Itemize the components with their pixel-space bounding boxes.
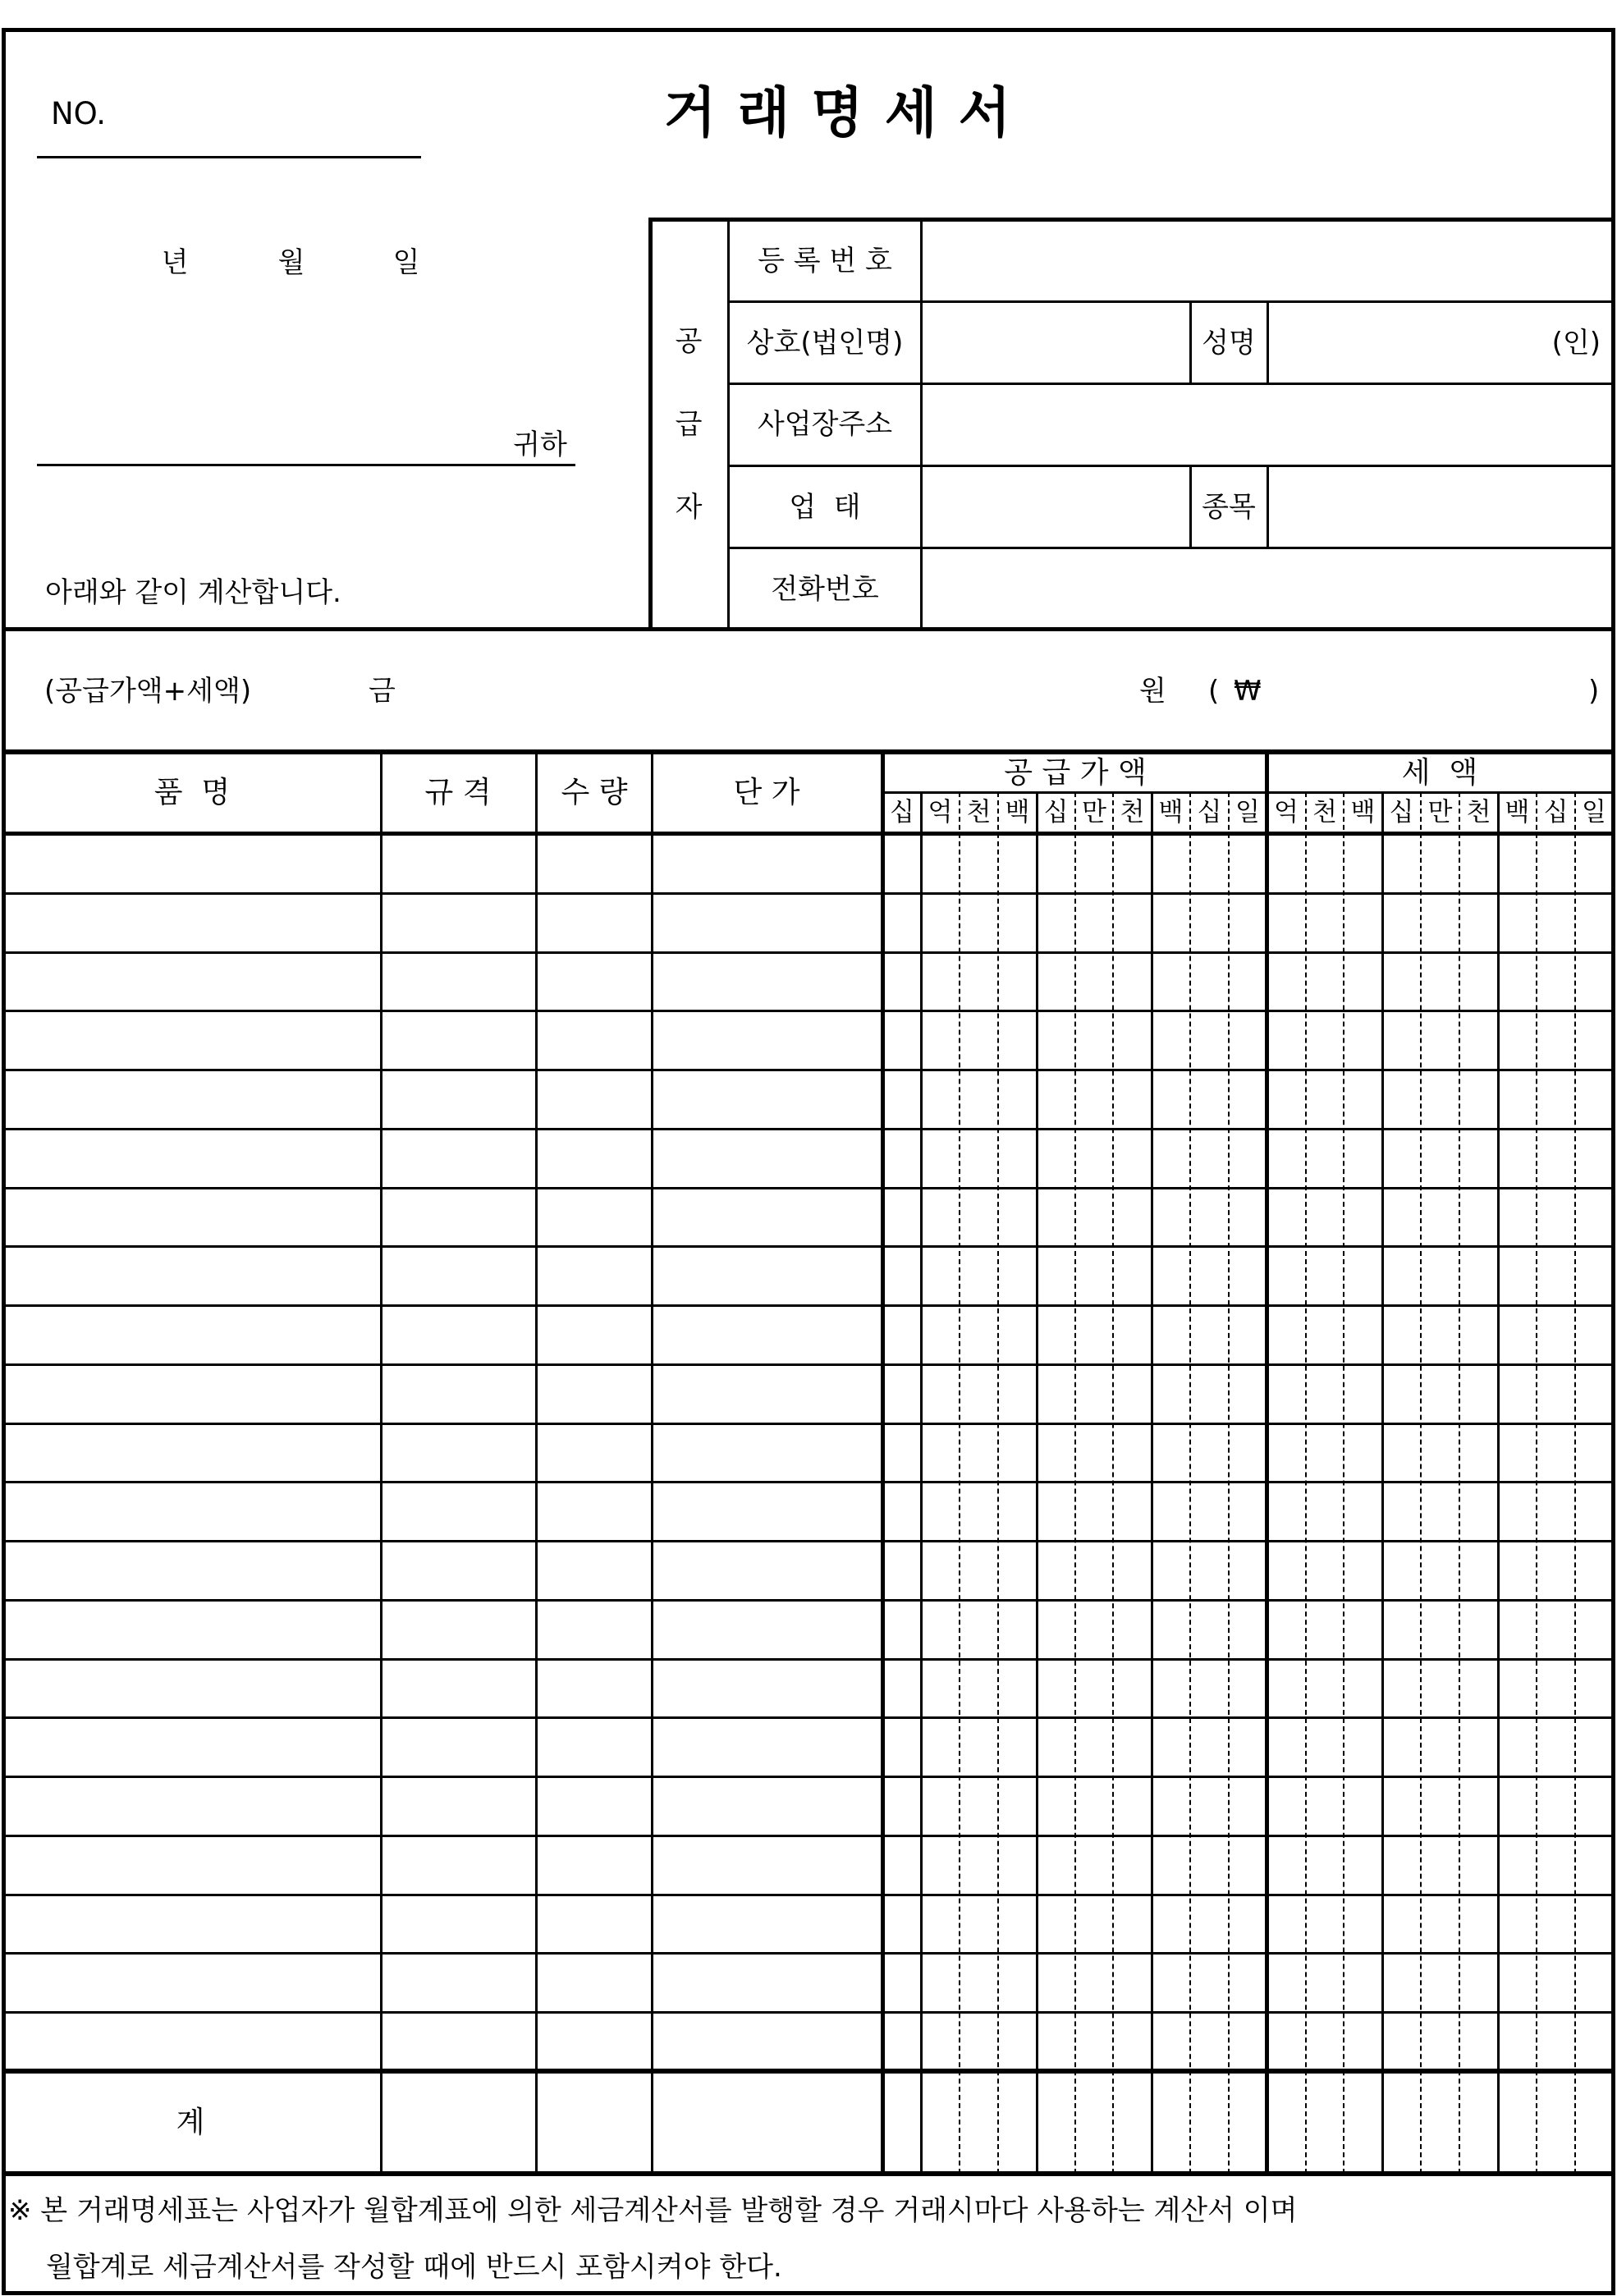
supplier-field-divider <box>920 220 923 629</box>
item-name-input[interactable] <box>10 1958 379 2009</box>
spec-input[interactable] <box>387 1369 534 1420</box>
name-col-left <box>1189 302 1192 384</box>
spec-input[interactable] <box>387 1840 534 1891</box>
business-item-label: 종목 <box>1202 491 1256 524</box>
header-quantity: 수 량 <box>561 776 628 809</box>
date-day-label: 일 <box>392 246 420 279</box>
quantity-input[interactable] <box>543 1900 649 1950</box>
spec-input[interactable] <box>387 1781 534 1832</box>
item-name-input[interactable] <box>10 1605 379 1656</box>
supplier-row-line-4 <box>728 547 1613 549</box>
representative-label: 성명 <box>1202 327 1256 360</box>
number-input[interactable] <box>115 97 422 135</box>
number-label: NO. <box>51 96 107 131</box>
header-tax-amount: 세 액 <box>1401 756 1478 790</box>
unit-price-input[interactable] <box>658 1369 878 1420</box>
items-table-top <box>2 749 1615 754</box>
won-currency-icon: ₩ <box>1234 675 1262 708</box>
amount-paren-open: ( <box>1208 675 1220 708</box>
quantity-input[interactable] <box>543 1605 649 1656</box>
quantity-input[interactable] <box>543 898 649 949</box>
item-row-line <box>2 892 1615 895</box>
supply-amount-input[interactable] <box>888 1134 1264 1185</box>
supply-amount-input[interactable] <box>888 957 1264 1008</box>
supply-amount-input[interactable] <box>888 1487 1264 1538</box>
quantity-input[interactable] <box>543 1958 649 2009</box>
registration-number-input[interactable] <box>928 238 1608 286</box>
quantity-input[interactable] <box>543 1015 649 1066</box>
item-name-input[interactable] <box>10 1546 379 1597</box>
col-divider-supply-tax <box>1265 752 1269 2174</box>
tax-amount-input[interactable] <box>1272 1546 1610 1597</box>
outer-border-bottom <box>2 2291 1615 2295</box>
item-name-input[interactable] <box>10 839 379 890</box>
phone-input[interactable] <box>928 566 1608 614</box>
unit-price-input[interactable] <box>658 1015 878 1066</box>
total-supply-input[interactable] <box>888 2081 1264 2168</box>
item-row-line <box>2 1423 1615 1425</box>
unit-price-input[interactable] <box>658 1134 878 1185</box>
date-year-input[interactable] <box>74 246 163 282</box>
item-row-line <box>2 1245 1615 1248</box>
tax-amount-input[interactable] <box>1272 1840 1610 1891</box>
item-name-input[interactable] <box>10 1722 379 1773</box>
supply-digit-label: 억 <box>928 797 953 827</box>
spec-input[interactable] <box>387 1487 534 1538</box>
registration-number-label: 등 록 번 호 <box>758 245 892 277</box>
unit-price-input[interactable] <box>658 1487 878 1538</box>
tax-amount-input[interactable] <box>1272 957 1610 1008</box>
item-row-line <box>2 1599 1615 1602</box>
quantity-input[interactable] <box>543 1310 649 1361</box>
tax-amount-input[interactable] <box>1272 1664 1610 1715</box>
outer-border-top <box>2 28 1615 32</box>
quantity-input[interactable] <box>543 1664 649 1715</box>
item-name-input[interactable] <box>10 2017 379 2068</box>
supply-amount-input[interactable] <box>888 1664 1264 1715</box>
supply-digit-label: 십 <box>890 797 914 827</box>
total-qty-input[interactable] <box>543 2081 649 2168</box>
outer-border-right <box>1611 28 1615 2295</box>
spec-input[interactable] <box>387 1310 534 1361</box>
supply-digit-label: 천 <box>1120 797 1145 827</box>
spec-input[interactable] <box>387 1075 534 1125</box>
item-name-input[interactable] <box>10 1487 379 1538</box>
col-divider-spec-qty <box>535 752 538 2174</box>
item-name-input[interactable] <box>10 1840 379 1891</box>
business-type-label: 업 태 <box>789 491 861 524</box>
tax-amount-input[interactable] <box>1272 1369 1610 1420</box>
item-name-input[interactable] <box>10 1193 379 1244</box>
item-row-line <box>2 1776 1615 1778</box>
unit-price-input[interactable] <box>658 839 878 890</box>
tax-amount-input[interactable] <box>1272 1487 1610 1538</box>
col-divider-qty-price <box>651 752 653 2174</box>
spec-input[interactable] <box>387 898 534 949</box>
business-type-input[interactable] <box>928 484 1187 532</box>
quantity-input[interactable] <box>543 1369 649 1420</box>
representative-input[interactable] <box>1274 320 1523 368</box>
item-name-input[interactable] <box>10 1075 379 1125</box>
item-row-line <box>2 1481 1615 1483</box>
item-col-right <box>1267 465 1269 548</box>
item-row-line <box>2 1363 1615 1366</box>
tax-amount-input[interactable] <box>1272 1958 1610 2009</box>
spec-input[interactable] <box>387 1605 534 1656</box>
date-month-label: 월 <box>277 246 305 279</box>
quantity-input[interactable] <box>543 1722 649 1773</box>
digit-header-divider <box>882 791 1613 794</box>
item-row-line <box>2 1658 1615 1661</box>
tax-digit-label: 억 <box>1274 797 1299 827</box>
unit-price-input[interactable] <box>658 1840 878 1891</box>
page-title: 거래명세서 <box>663 81 1033 144</box>
unit-price-input[interactable] <box>658 898 878 949</box>
unit-price-input[interactable] <box>658 1546 878 1597</box>
unit-price-input[interactable] <box>658 1251 878 1302</box>
tax-amount-input[interactable] <box>1272 1134 1610 1185</box>
date-day-input[interactable] <box>312 246 389 282</box>
tax-digit-label: 천 <box>1466 797 1491 827</box>
spec-input[interactable] <box>387 1546 534 1597</box>
supply-amount-input[interactable] <box>888 1369 1264 1420</box>
total-price-input[interactable] <box>658 2081 878 2168</box>
supply-digit-label: 백 <box>1005 797 1030 827</box>
spec-input[interactable] <box>387 1722 534 1773</box>
spec-input[interactable] <box>387 1134 534 1185</box>
supply-digit-label: 백 <box>1158 797 1184 827</box>
header-item-name: 품 명 <box>153 776 231 809</box>
spec-input[interactable] <box>387 1193 534 1244</box>
tax-digit-label: 백 <box>1505 797 1530 827</box>
tax-amount-input[interactable] <box>1272 1605 1610 1656</box>
intro-text: 아래와 같이 계산합니다. <box>45 576 341 609</box>
supply-amount-input[interactable] <box>888 1428 1264 1479</box>
supply-amount-input[interactable] <box>888 1900 1264 1950</box>
item-name-input[interactable] <box>10 1369 379 1420</box>
items-header-bottom <box>2 832 1615 836</box>
supplier-label-char-2: 급 <box>675 408 703 441</box>
quantity-input[interactable] <box>543 1546 649 1597</box>
col-divider-item-spec <box>380 752 382 2174</box>
supplier-row-line-1 <box>728 300 1613 303</box>
quantity-input[interactable] <box>543 1193 649 1244</box>
supply-amount-input[interactable] <box>888 1193 1264 1244</box>
phone-label: 전화번호 <box>771 573 879 606</box>
tax-amount-input[interactable] <box>1272 1075 1610 1125</box>
supply-digit-label: 십 <box>1043 797 1069 827</box>
amount-korean-input[interactable] <box>410 671 1136 714</box>
recipient-underline <box>37 464 575 466</box>
spec-input[interactable] <box>387 1428 534 1479</box>
seal-label: (인) <box>1551 327 1601 360</box>
item-name-input[interactable] <box>10 1900 379 1950</box>
supply-amount-input[interactable] <box>888 1605 1264 1656</box>
supply-digit-label: 만 <box>1082 797 1106 827</box>
spec-input[interactable] <box>387 957 534 1008</box>
unit-price-input[interactable] <box>658 1958 878 2009</box>
supply-amount-input[interactable] <box>888 839 1264 890</box>
quantity-input[interactable] <box>543 1075 649 1125</box>
item-row-line <box>2 1304 1615 1307</box>
tax-digit-label: 천 <box>1312 797 1337 827</box>
unit-price-input[interactable] <box>658 1605 878 1656</box>
outer-border-left <box>2 28 6 2295</box>
unit-price-input[interactable] <box>658 1428 878 1479</box>
tax-digit-label: 십 <box>1389 797 1414 827</box>
supply-amount-input[interactable] <box>888 1015 1264 1066</box>
tax-amount-input[interactable] <box>1272 898 1610 949</box>
header-unit-price: 단 가 <box>733 776 800 809</box>
quantity-input[interactable] <box>543 1428 649 1479</box>
spec-input[interactable] <box>387 1958 534 2009</box>
quantity-input[interactable] <box>543 1251 649 1302</box>
supplier-row-line-3 <box>728 465 1613 467</box>
tax-amount-input[interactable] <box>1272 1251 1610 1302</box>
recipient-input[interactable] <box>41 425 504 463</box>
item-row-line <box>2 1716 1615 1719</box>
item-row-line <box>2 1835 1615 1837</box>
amount-paren-close: ) <box>1588 675 1600 708</box>
spec-input[interactable] <box>387 1251 534 1302</box>
item-row-line <box>2 2011 1615 2014</box>
supplier-label-char-1: 공 <box>675 325 703 358</box>
item-row-line <box>2 1952 1615 1955</box>
company-name-label: 상호(법인명) <box>746 327 904 360</box>
total-row-label: 계 <box>176 2106 205 2139</box>
unit-price-input[interactable] <box>658 1900 878 1950</box>
item-row-line <box>2 1894 1615 1896</box>
spec-input[interactable] <box>387 1015 534 1066</box>
unit-price-input[interactable] <box>658 1193 878 1244</box>
item-row-line <box>2 1010 1615 1012</box>
unit-price-input[interactable] <box>658 1664 878 1715</box>
address-input[interactable] <box>928 401 1608 449</box>
tax-amount-input[interactable] <box>1272 1193 1610 1244</box>
quantity-input[interactable] <box>543 1781 649 1832</box>
spec-input[interactable] <box>387 2017 534 2068</box>
amount-numeric-input[interactable] <box>1268 671 1592 714</box>
quantity-input[interactable] <box>543 1840 649 1891</box>
spec-input[interactable] <box>387 839 534 890</box>
item-row-line <box>2 1540 1615 1542</box>
quantity-input[interactable] <box>543 1487 649 1538</box>
unit-price-input[interactable] <box>658 1722 878 1773</box>
supply-amount-input[interactable] <box>888 1075 1264 1125</box>
item-name-input[interactable] <box>10 1134 379 1185</box>
name-col-right <box>1267 302 1269 384</box>
unit-price-input[interactable] <box>658 1781 878 1832</box>
tax-amount-input[interactable] <box>1272 2017 1610 2068</box>
quantity-input[interactable] <box>543 957 649 1008</box>
supply-digit-label: 천 <box>966 797 992 827</box>
supply-amount-input[interactable] <box>888 1310 1264 1361</box>
item-name-input[interactable] <box>10 1015 379 1066</box>
supply-amount-input[interactable] <box>888 1958 1264 2009</box>
header-supply-amount: 공 급 가 액 <box>1004 756 1147 790</box>
supplier-label-char-3: 자 <box>675 491 703 524</box>
tax-amount-input[interactable] <box>1272 1428 1610 1479</box>
item-name-input[interactable] <box>10 1428 379 1479</box>
recipient-suffix: 귀하 <box>513 428 567 461</box>
item-name-input[interactable] <box>10 957 379 1008</box>
supplier-table-left <box>648 218 653 630</box>
tax-amount-input[interactable] <box>1272 839 1610 890</box>
footer-note-line-1: ※ 본 거래명세표는 사업자가 월합계표에 의한 세금계산서를 발행할 경우 거래시마다 사용하는 계산서 이며 <box>8 2194 1298 2227</box>
item-name-input[interactable] <box>10 898 379 949</box>
supplier-row-line-2 <box>728 383 1613 385</box>
supply-amount-input[interactable] <box>888 2017 1264 2068</box>
tax-digit-label: 십 <box>1543 797 1569 827</box>
supply-digit-label: 십 <box>1197 797 1222 827</box>
supplier-table-top <box>648 218 1615 222</box>
total-tax-input[interactable] <box>1272 2081 1610 2168</box>
date-month-input[interactable] <box>197 246 274 282</box>
tax-amount-input[interactable] <box>1272 1310 1610 1361</box>
col-divider-price-supply <box>881 752 885 2174</box>
supplier-label-divider <box>727 220 730 629</box>
item-name-input[interactable] <box>10 1664 379 1715</box>
unit-price-input[interactable] <box>658 1075 878 1125</box>
unit-price-input[interactable] <box>658 957 878 1008</box>
footer-note-line-2: 월합계로 세금계산서를 작성할 때에 반드시 포함시켜야 한다. <box>46 2251 782 2284</box>
item-row-line <box>2 1069 1615 1071</box>
item-row-line <box>2 1187 1615 1189</box>
supply-amount-input[interactable] <box>888 1546 1264 1597</box>
tax-amount-input[interactable] <box>1272 1900 1610 1950</box>
header-spec: 규 격 <box>424 776 492 809</box>
item-row-line <box>2 951 1615 954</box>
total-row-top <box>2 2069 1615 2074</box>
amount-section-top <box>2 627 1615 631</box>
quantity-input[interactable] <box>543 1134 649 1185</box>
supply-amount-input[interactable] <box>888 1251 1264 1302</box>
spec-input[interactable] <box>387 1900 534 1950</box>
amount-label: (공급가액+세액) <box>44 675 252 708</box>
unit-price-input[interactable] <box>658 1310 878 1361</box>
business-item-input[interactable] <box>1274 484 1610 532</box>
tax-digit-label: 일 <box>1582 797 1606 827</box>
item-name-input[interactable] <box>10 1310 379 1361</box>
tax-amount-input[interactable] <box>1272 1015 1610 1066</box>
supply-digit-label: 일 <box>1235 797 1260 827</box>
supply-amount-input[interactable] <box>888 1722 1264 1773</box>
company-name-input[interactable] <box>928 320 1187 368</box>
date-year-label: 년 <box>161 246 189 279</box>
number-underline <box>37 156 421 158</box>
item-row-line <box>2 1128 1615 1130</box>
amount-prefix: 금 <box>369 675 396 708</box>
address-label: 사업장주소 <box>757 408 893 441</box>
total-row-bottom <box>2 2171 1615 2176</box>
spec-input[interactable] <box>387 1664 534 1715</box>
total-spec-input[interactable] <box>387 2081 534 2168</box>
quantity-input[interactable] <box>543 2017 649 2068</box>
supply-amount-input[interactable] <box>888 898 1264 949</box>
tax-amount-input[interactable] <box>1272 1781 1610 1832</box>
item-col-left <box>1189 465 1192 548</box>
supply-amount-input[interactable] <box>888 1840 1264 1891</box>
tax-amount-input[interactable] <box>1272 1722 1610 1773</box>
item-name-input[interactable] <box>10 1781 379 1832</box>
item-name-input[interactable] <box>10 1251 379 1302</box>
won-label: 원 <box>1139 675 1166 708</box>
supply-amount-input[interactable] <box>888 1781 1264 1832</box>
tax-digit-label: 만 <box>1427 797 1453 827</box>
tax-digit-label: 백 <box>1350 797 1376 827</box>
unit-price-input[interactable] <box>658 2017 878 2068</box>
quantity-input[interactable] <box>543 839 649 890</box>
